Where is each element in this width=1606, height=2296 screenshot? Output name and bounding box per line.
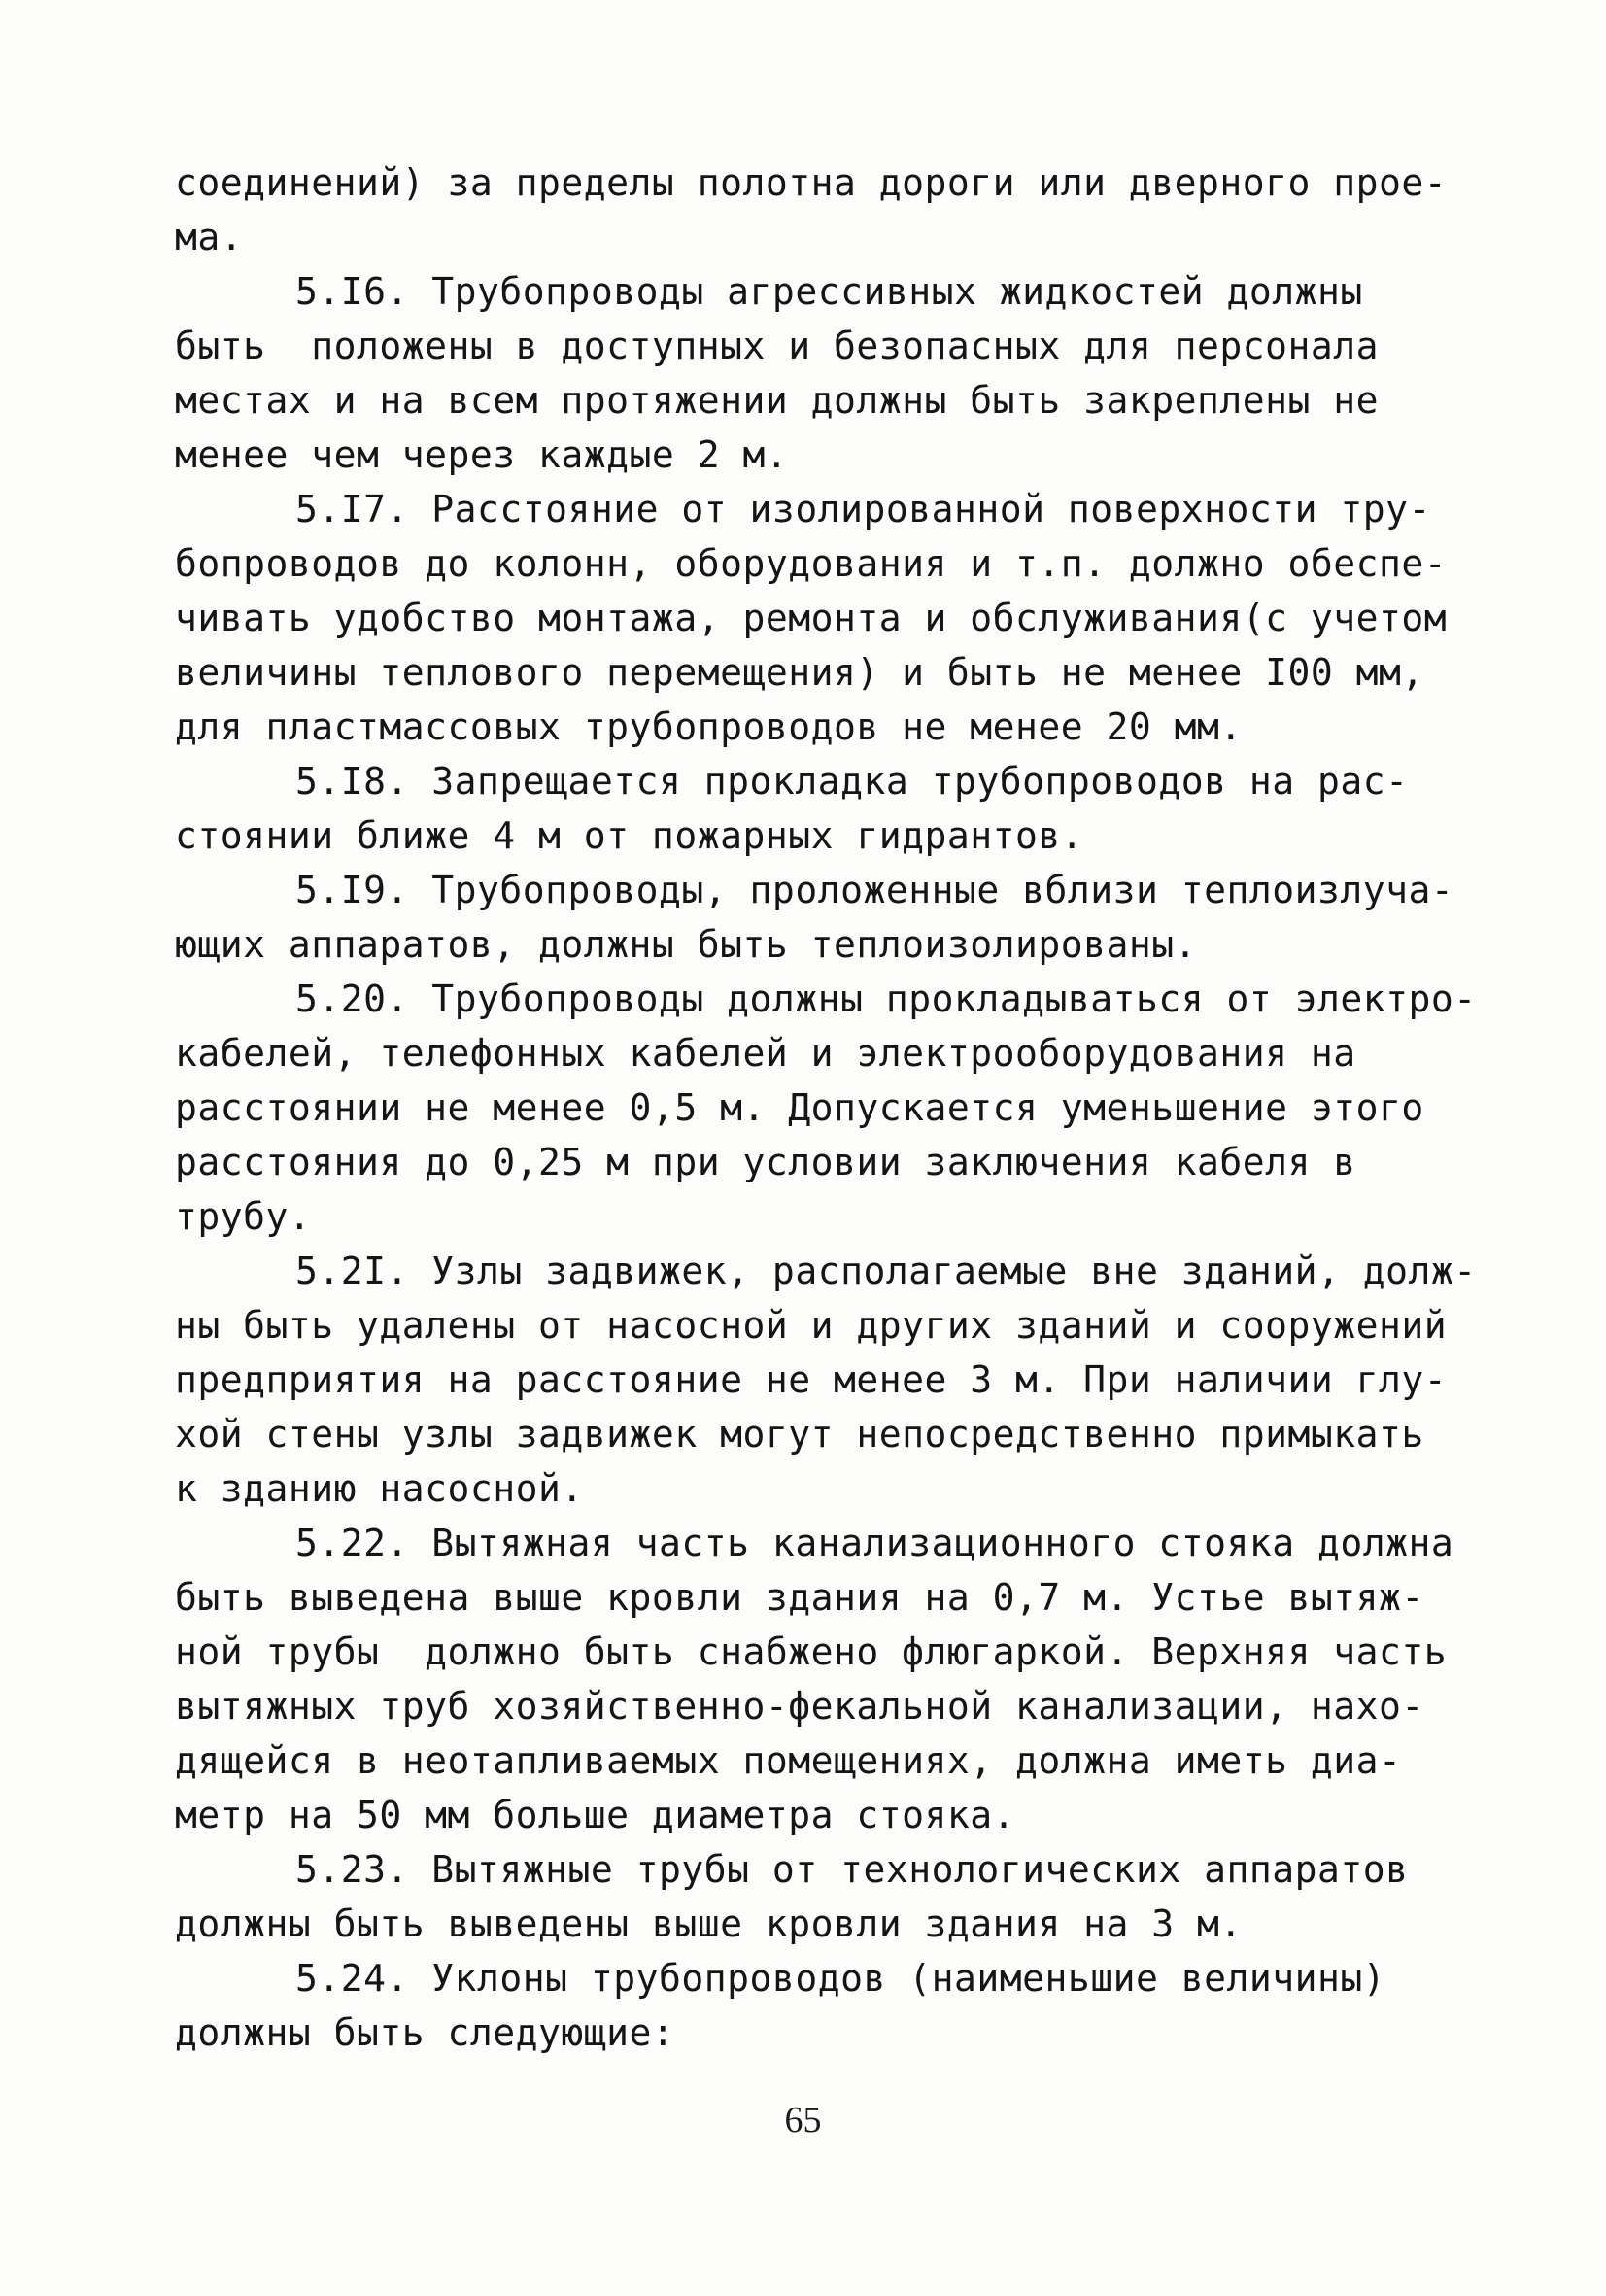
text-line: метр на 50 мм больше диаметра стояка. [175, 1794, 1015, 1836]
text-line: должны быть следующие: [175, 2011, 675, 2054]
paragraph-first-line: 5.24. Уклоны трубопроводов (наименьшие величины) [295, 1957, 1386, 2000]
paragraph-first-line: 5.22. Вытяжная часть канализационного стояка должна [295, 1522, 1454, 1564]
page-number: 65 [784, 2100, 822, 2141]
text-line: соединений) за пределы полотна дороги или дверного прое- [175, 161, 1448, 204]
paragraph-first-line: 5.I8. Запрещается прокладка трубопроводов на рас- [295, 760, 1409, 803]
paragraph-first-line: 5.I9. Трубопроводы, проложенные вблизи теплоизлуча- [295, 869, 1454, 911]
text-line: к зданию насосной. [175, 1467, 584, 1510]
paragraph-first-line: 5.23. Вытяжные трубы от технологических аппаратов [295, 1848, 1409, 1891]
text-line: быть положены в доступных и безопасных для персонала [175, 325, 1380, 367]
paragraph-first-line: 5.20. Трубопроводы должны прокладываться от электро- [295, 977, 1477, 1020]
body-text [175, 155, 1477, 2060]
text-line: расстоянии не менее 0,5 м. Допускается уменьшение этого [175, 1086, 1424, 1129]
text-line: стоянии ближе 4 м от пожарных гидрантов. [175, 814, 1084, 857]
text-line: менее чем через каждые 2 м. [175, 433, 789, 476]
text-line: чивать удобство монтажа, ремонта и обслуживания(с учетом [175, 597, 1448, 639]
text-line: дящейся в неотапливаемых помещениях, должна иметь диа- [175, 1739, 1402, 1782]
text-line: ющих аппаратов, должны быть теплоизолированы. [175, 923, 1198, 966]
text-line: вытяжных труб хозяйственно-фекальной канализации, нахо- [175, 1685, 1424, 1728]
text-line: расстояния до 0,25 м при условии заключения кабеля в [175, 1141, 1356, 1183]
text-line: местах и на всем протяжении должны быть закреплены не [175, 379, 1380, 422]
text-line: хой стены узлы задвижек могут непосредственно примыкать [175, 1413, 1424, 1456]
text-line: быть выведена выше кровли здания на 0,7 м. Устье вытяж- [175, 1576, 1424, 1619]
paragraph-first-line: 5.2I. Узлы задвижек, располагаемые вне зданий, долж- [295, 1250, 1477, 1292]
text-line: ны быть удалены от насосной и других зданий и сооружений [175, 1304, 1448, 1347]
text-line: должны быть выведены выше кровли здания на 3 м. [175, 1902, 1243, 1945]
text-line: предприятия на расстояние не менее 3 м. При наличии глу- [175, 1358, 1448, 1401]
paragraph-first-line: 5.I7. Расстояние от изолированной поверхности тру- [295, 488, 1431, 531]
text-line: трубу. [175, 1195, 312, 1238]
text-line: кабелей, телефонных кабелей и электрооборудования на [175, 1032, 1356, 1075]
text-line: для пластмассовых трубопроводов не менее 20 мм. [175, 705, 1243, 748]
text-line: ма. [175, 216, 244, 258]
text-line: величины теплового перемещения) и быть не менее I00 мм, [175, 651, 1424, 694]
text-line: ной трубы должно быть снабжено флюгаркой. Верхняя часть [175, 1630, 1448, 1673]
text-line: бопроводов до колонн, оборудования и т.п. должно обеспе- [175, 542, 1448, 585]
paragraph-first-line: 5.I6. Трубопроводы агрессивных жидкостей должны [295, 270, 1363, 313]
